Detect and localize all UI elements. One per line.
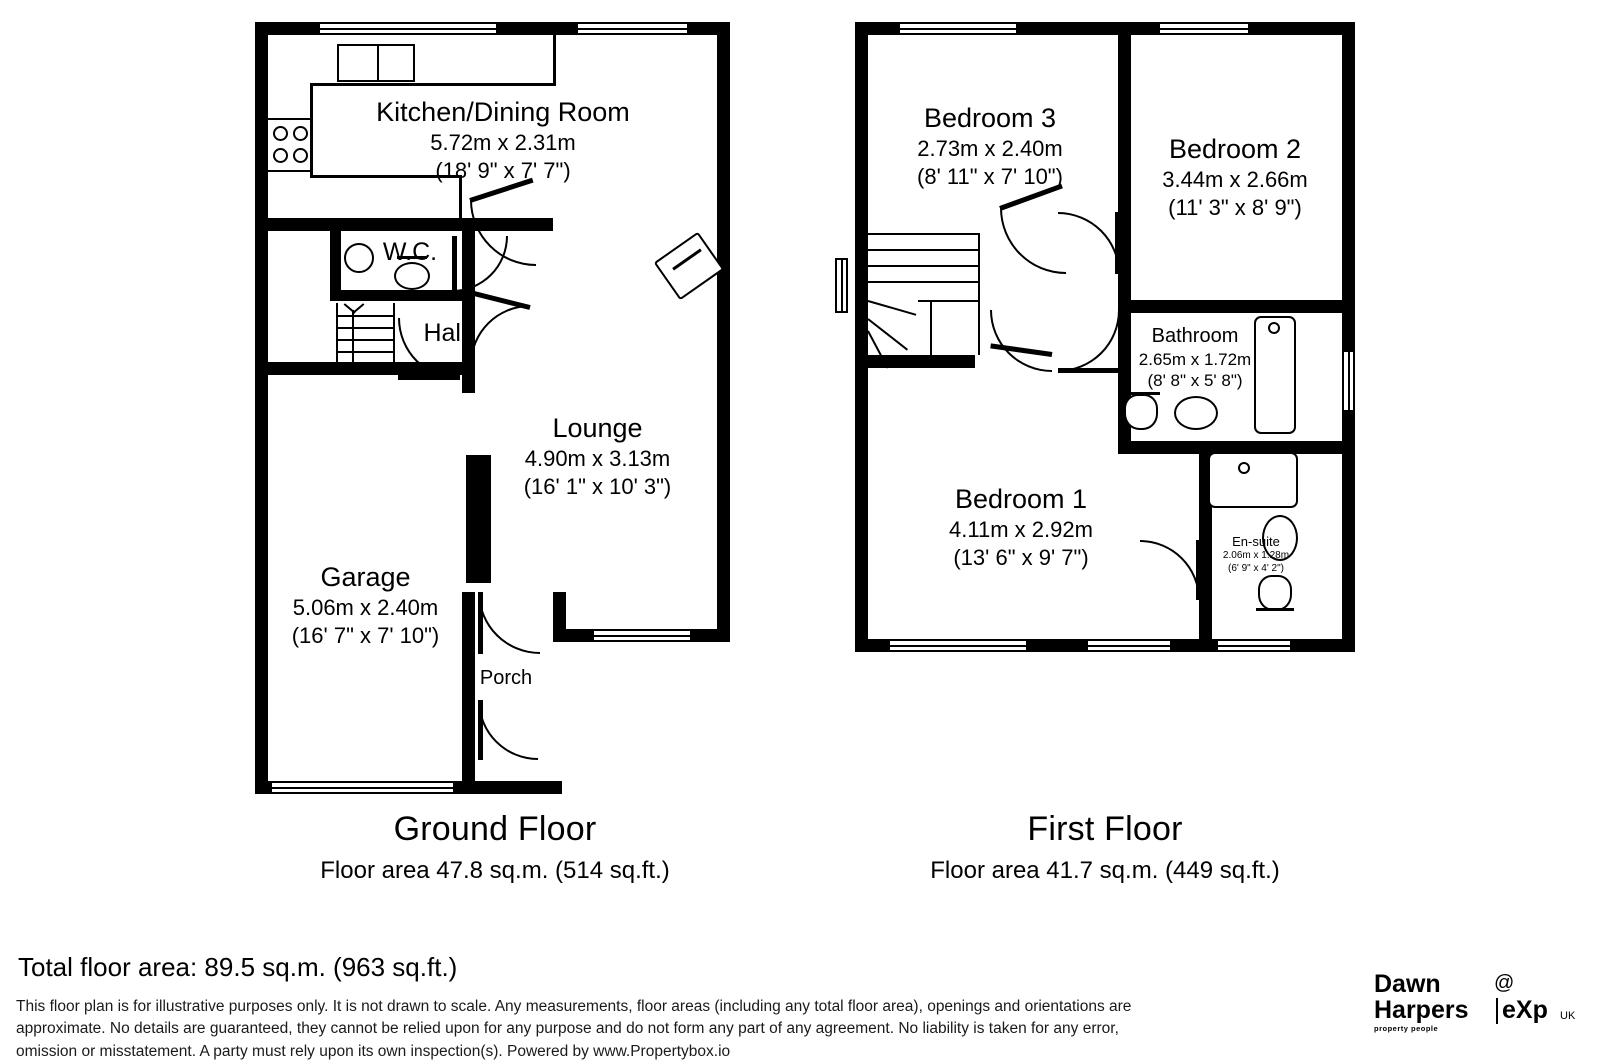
ground-floor-title xyxy=(250,810,740,885)
gf-sink-divider xyxy=(377,44,379,82)
ff-door-bed2-swing xyxy=(1058,212,1120,274)
gf-hob-icon xyxy=(266,118,312,172)
ff-door-bed2-leaf xyxy=(1115,212,1120,274)
gf-stair-step-3 xyxy=(336,339,394,341)
gf-wall-left-upper xyxy=(255,22,268,374)
room-name: Lounge xyxy=(552,413,643,443)
ff-stair-rail xyxy=(918,300,980,302)
gf-window-lounge-bottom xyxy=(592,629,692,642)
brand-line-1: Dawn xyxy=(1374,970,1441,998)
brand-at-symbol: @ xyxy=(1494,972,1515,994)
ff-window-bed2-top xyxy=(1158,22,1250,35)
gf-lounge-fireplace-icon xyxy=(654,232,725,301)
gf-door-porch-garage-swing xyxy=(478,592,540,654)
room-dim-imperial: (18' 9" x 7' 7") xyxy=(435,157,571,183)
gf-wall-right xyxy=(717,22,730,642)
ff-stair-winder-2 xyxy=(867,318,908,350)
label-lounge xyxy=(490,412,705,500)
floor-area-text: Floor area 47.8 sq.m. (514 sq.ft.) xyxy=(320,857,670,884)
room-name: W.C. xyxy=(382,238,438,266)
room-dim-metric: 4.90m x 3.13m xyxy=(524,446,671,472)
total-floor-area: Total floor area: 89.5 sq.m. (963 sq.ft.) xyxy=(18,952,458,982)
ff-stair-step-1 xyxy=(868,249,980,251)
room-name: Garage xyxy=(320,562,411,592)
ff-window-bed3-top xyxy=(898,22,1018,35)
ff-stairs-box-top xyxy=(868,233,980,235)
ff-bath-toilet-icon xyxy=(1124,394,1158,430)
room-name: Porch xyxy=(479,667,533,689)
gf-hob-burner-4 xyxy=(293,148,308,163)
gf-door-porch-front-swing xyxy=(478,700,538,760)
room-dim-imperial: (13' 6" x 9' 7") xyxy=(953,544,1089,570)
gf-hob-burner-3 xyxy=(273,148,288,163)
ff-door-bathroom-swing xyxy=(1058,310,1120,372)
label-bedroom-1 xyxy=(906,483,1136,571)
ff-window-bathroom-right xyxy=(1342,350,1355,412)
floor-title-text: Ground Floor xyxy=(393,810,597,848)
gf-door-lounge-leaf xyxy=(471,291,530,310)
floor-area-text: Floor area 41.7 sq.m. (449 sq.ft.) xyxy=(930,857,1280,884)
ff-ensuite-shower-drain-icon xyxy=(1238,462,1250,474)
ff-wall-bed2-bottom xyxy=(1118,300,1355,313)
ff-stair-winder-1 xyxy=(868,300,917,316)
ff-stair-nosing xyxy=(930,300,932,355)
gf-window-garage-door xyxy=(270,781,455,794)
brand-uk: UK xyxy=(1560,1010,1576,1022)
ff-window-landing-left xyxy=(835,258,848,313)
first-floor-title xyxy=(855,810,1355,885)
room-dim-metric: 2.06m x 1.28m xyxy=(1222,550,1290,562)
ff-bath-basin-icon xyxy=(1174,396,1218,430)
room-name: Bathroom xyxy=(1151,325,1239,347)
ff-wall-landing-bed3-bottom xyxy=(855,355,975,368)
gf-wall-porch-bottom-stub xyxy=(462,781,562,794)
gf-stair-step-4 xyxy=(336,351,394,353)
ff-window-bed1-bottom-left xyxy=(888,639,1028,652)
label-wc xyxy=(355,237,465,268)
ff-ensuite-toilet-icon xyxy=(1258,575,1292,611)
room-name: En-suite xyxy=(1232,534,1280,549)
gf-window-kitchen-top-left xyxy=(318,22,498,35)
ff-ensuite-toilet-cistern xyxy=(1256,608,1294,611)
label-hall xyxy=(390,318,500,349)
gf-stairs-outline-left xyxy=(336,303,338,363)
room-dim-imperial: (16' 7" x 7' 10") xyxy=(291,622,440,648)
gf-stair-step-2 xyxy=(336,327,394,329)
room-dim-metric: 5.06m x 2.40m xyxy=(292,595,439,621)
label-kitchen-dining-room xyxy=(358,96,648,184)
gf-sink-icon xyxy=(337,44,415,82)
ff-door-bed3-swing xyxy=(1000,208,1066,274)
label-bathroom xyxy=(1115,324,1275,391)
floor-title-text: First Floor xyxy=(1027,810,1183,848)
gf-stair-step-1 xyxy=(336,315,394,317)
label-ensuite xyxy=(1206,534,1306,575)
room-dim-imperial: (11' 3" x 8' 9") xyxy=(1168,194,1302,220)
room-dim-imperial: (16' 1" x 10' 3") xyxy=(523,473,672,499)
room-name: Kitchen/Dining Room xyxy=(376,97,630,127)
label-bedroom-3 xyxy=(865,102,1115,190)
gf-window-kitchen-top-right xyxy=(576,22,689,35)
gf-kitchen-worktop-right xyxy=(553,35,556,85)
ff-window-bed1-bottom-mid xyxy=(1086,639,1172,652)
disclaimer-text: This floor plan is for illustrative purposes only. It is not drawn to scale. Any measurements, floor areas (including any total floor area), openings and orientations are approximate. No details are guaranteed, they cannot be relied upon for any purpose and do not form any part of any agreement. No liability is taken for any error, omission or misstatement. A party must rely upon its own inspection(s). Powered by www.Propertybox.io xyxy=(16,998,1132,1060)
gf-wall-wc-left xyxy=(330,231,341,299)
room-dim-metric: 2.65m x 1.72m xyxy=(1138,349,1252,369)
ff-ensuite-shower-icon xyxy=(1208,452,1298,508)
brand-divider xyxy=(1496,998,1498,1024)
room-dim-metric: 3.44m x 2.66m xyxy=(1162,167,1308,193)
agency-logo xyxy=(1374,972,1584,1044)
gf-wall-lounge-right-lower xyxy=(553,592,566,642)
room-name: Bedroom 1 xyxy=(954,484,1088,514)
gf-stair-arrow-head-right xyxy=(352,303,364,314)
brand-tagline: property people xyxy=(1374,1024,1439,1033)
ff-door-ensuite-swing xyxy=(1140,540,1200,600)
label-garage xyxy=(258,561,473,649)
room-name: Bedroom 2 xyxy=(1168,134,1302,164)
gf-door-porch-front-leaf xyxy=(478,700,483,760)
room-dim-imperial: (6' 9" x 4' 2") xyxy=(1228,562,1284,574)
ff-window-ensuite-bottom xyxy=(1216,639,1292,652)
room-dim-imperial: (8' 11" x 7' 10") xyxy=(917,163,1063,189)
gf-hob-burner-1 xyxy=(273,126,288,141)
ff-door-bathroom-leaf xyxy=(1058,368,1120,373)
gf-hob-burner-2 xyxy=(293,126,308,141)
ff-door-ensuite-leaf xyxy=(1196,540,1201,600)
room-name: Bedroom 3 xyxy=(923,103,1057,133)
room-dim-imperial: (8' 8" x 5' 8") xyxy=(1147,370,1243,390)
gf-kitchen-worktop-top xyxy=(310,83,556,86)
room-dim-metric: 2.73m x 2.40m xyxy=(917,136,1063,162)
ff-door-bed1-swing xyxy=(990,310,1052,372)
room-dim-metric: 5.72m x 2.31m xyxy=(430,130,576,156)
ff-stair-step-2 xyxy=(868,265,980,267)
gf-door-porch-garage-leaf xyxy=(478,592,483,654)
label-porch xyxy=(460,666,552,691)
room-name: Hall xyxy=(423,319,467,347)
ff-stair-step-3 xyxy=(868,281,980,283)
label-bedroom-2 xyxy=(1115,133,1355,221)
brand-exp: eXp xyxy=(1502,996,1548,1024)
room-dim-metric: 4.11m x 2.92m xyxy=(949,517,1093,543)
ff-stairs-box-right xyxy=(978,233,980,355)
ff-bath-toilet-cistern xyxy=(1122,392,1160,395)
gf-stair-arrow-stem xyxy=(352,310,354,365)
brand-line-2: Harpers xyxy=(1374,995,1469,1024)
ff-wall-right xyxy=(1342,22,1355,652)
gf-door-hall-front-leaf xyxy=(398,375,460,380)
